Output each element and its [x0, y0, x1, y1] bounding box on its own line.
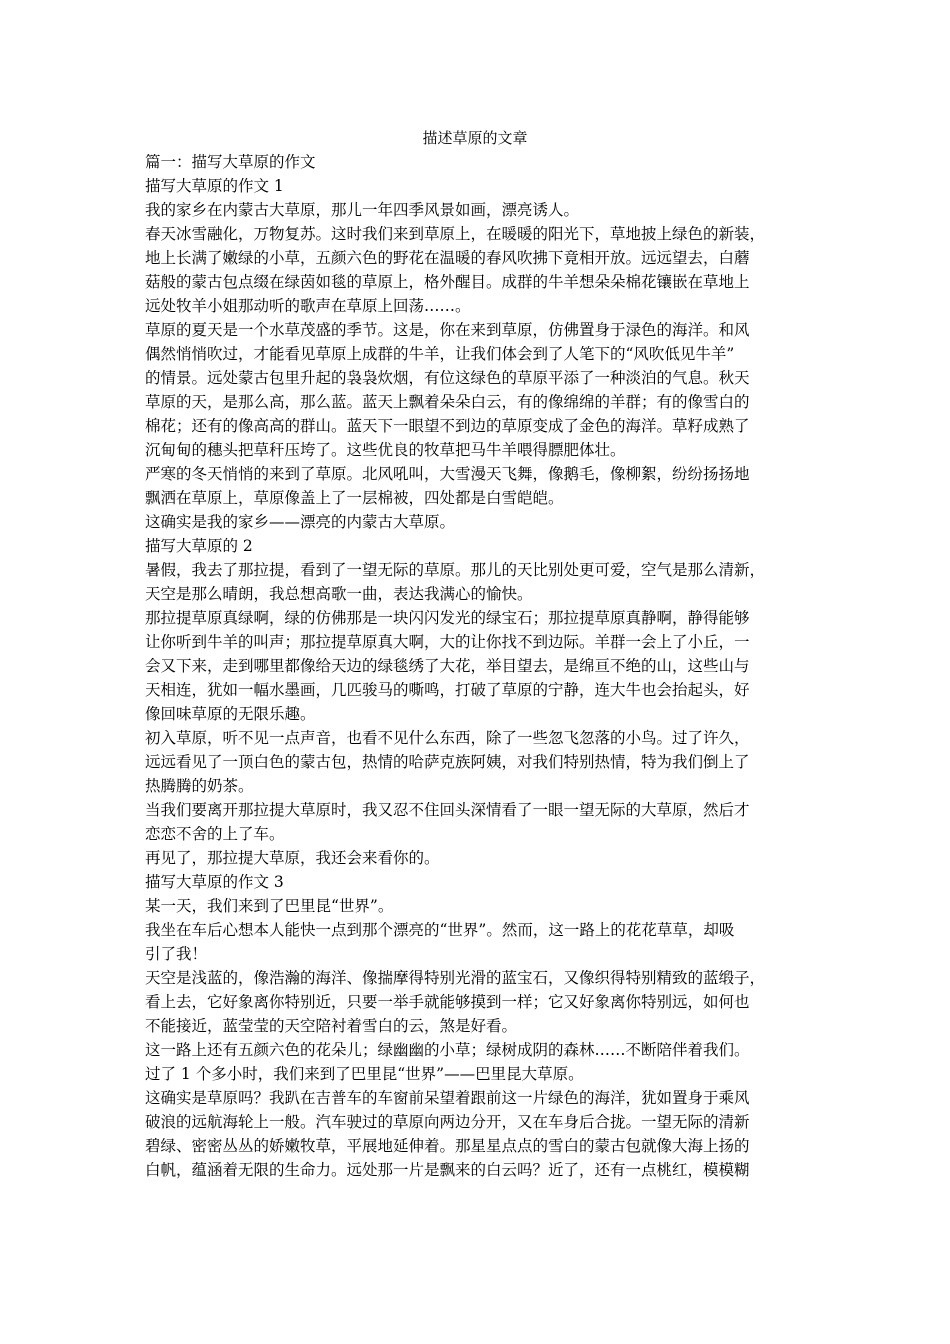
text-line: 当我们要离开那拉提大草原时，我又忍不住回头深情看了一眼一望无际的大草原，然后才 — [145, 801, 750, 819]
text-line: 飘洒在草原上，草原像盖上了一层棉被，四处都是白雪皑皑。 — [145, 489, 564, 507]
text-line: 春天冰雪融化，万物复苏。这时我们来到草原上，在暖暖的阳光下，草地披上绿色的新装， — [145, 225, 766, 243]
text-line: 我坐在车后心想本人能快一点到那个漂亮的“世界”。然而，这一路上的花花草草，却吸 — [145, 921, 735, 939]
text-line: 不能接近，蓝莹莹的天空陪衬着雪白的云，煞是好看。 — [145, 1017, 518, 1035]
text-line: 草原的夏天是一个水草茂盛的季节。这是，你在来到草原，仿佛置身于渌色的海洋。和风 — [145, 321, 750, 339]
text-line: 白帆，蕴涵着无限的生命力。远处那一片是飘来的白云吗？近了，还有一点桃红，模模糊 — [145, 1161, 750, 1179]
text-line: 描写大草原的 2 — [145, 537, 253, 555]
text-line: 的情景。远处蒙古包里升起的袅袅炊烟，有位这绿色的草原平添了一种淡泊的气息。秋天 — [145, 369, 750, 387]
text-line: 碧绿、密密丛丛的娇嫩牧草，平展地延伸着。那星星点点的雪白的蒙古包就像大海上扬的 — [145, 1137, 750, 1155]
text-line: 地上长满了嫩绿的小草，五颜六色的野花在温暖的春风吹拂下竟相开放。远远望去，白蘑 — [145, 249, 750, 267]
text-line: 描写大草原的作文 1 — [145, 177, 284, 195]
text-line: 棉花；还有的像高高的群山。蓝天下一眼望不到边的草原变成了金色的海洋。草籽成熟了 — [145, 417, 750, 435]
text-line: 某一天，我们来到了巴里昆“世界”。 — [145, 897, 394, 915]
text-line: 让你听到牛羊的叫声；那拉提草原真大啊，大的让你找不到边际。羊群一会上了小丘，一 — [145, 633, 750, 651]
text-line: 沉甸甸的穗头把草秆压垮了。这些优良的牧草把马牛羊喂得膘肥体壮。 — [145, 441, 626, 459]
text-line: 偶然悄悄吹过，才能看见草原上成群的牛羊，让我们体会到了人笔下的“风吹低见牛羊” — [145, 345, 735, 363]
text-line: 菇般的蒙古包点缀在绿茵如毯的草原上，格外醒目。成群的牛羊想朵朵棉花镶嵌在草地上 — [145, 273, 750, 291]
document-body — [145, 150, 810, 1182]
text-line: 这确实是我的家乡——漂亮的内蒙古大草原。 — [145, 513, 456, 531]
text-line: 篇一：描写大草原的作文 — [145, 153, 316, 171]
text-line: 破浪的远航海轮上一般。汽车驶过的草原向两边分开，又在车身后合拢。一望无际的清新 — [145, 1113, 750, 1131]
text-line: 恋恋不舍的上了车。 — [145, 825, 285, 843]
text-line: 暑假，我去了那拉提，看到了一望无际的草原。那儿的天比别处更可爱，空气是那么清新， — [145, 561, 766, 579]
text-line: 引了我！ — [145, 945, 208, 963]
text-line: 初入草原，听不见一点声音，也看不见什么东西，除了一些忽飞忽落的小鸟。过了许久， — [145, 729, 750, 747]
text-line: 远处牧羊小姐那动听的歌声在草原上回荡……。 — [145, 297, 471, 315]
text-line: 像回味草原的无限乐趣。 — [145, 705, 316, 723]
text-line: 我的家乡在内蒙古大草原，那儿一年四季风景如画，漂亮诱人。 — [145, 201, 580, 219]
text-line: 天空是那么晴朗，我总想高歌一曲，表达我满心的愉快。 — [145, 585, 533, 603]
text-line: 那拉提草原真绿啊，绿的仿佛那是一块闪闪发光的绿宝石；那拉提草原真静啊，静得能够 — [145, 609, 750, 627]
document-title: 描述草原的文章 — [422, 129, 528, 147]
text-line: 草原的天，是那么高，那么蓝。蓝天上飘着朵朵白云，有的像绵绵的羊群；有的像雪白的 — [145, 393, 750, 411]
text-line: 这一路上还有五颜六色的花朵儿；绿幽幽的小草；绿树成阴的森林……不断陪伴着我们。 — [145, 1041, 750, 1059]
text-line: 看上去，它好象离你特别近，只要一举手就能够摸到一样；它又好象离你特别远，如何也 — [145, 993, 750, 1011]
text-line: 过了 1 个多小时，我们来到了巴里昆“世界”——巴里昆大草原。 — [145, 1065, 584, 1083]
text-line: 会又下来，走到哪里都像给天边的绿毯绣了大花，举目望去，是绵亘不绝的山，这些山与 — [145, 657, 750, 675]
text-line: 严寒的冬天悄悄的来到了草原。北风吼叫，大雪漫天飞舞，像鹅毛，像柳絮，纷纷扬扬地 — [145, 465, 750, 483]
text-line: 这确实是草原吗？我趴在吉普车的车窗前呆望着跟前这一片绿色的海洋，犹如置身于乘风 — [145, 1089, 750, 1107]
text-line: 再见了，那拉提大草原，我还会来看你的。 — [145, 849, 440, 867]
text-line: 热腾腾的奶茶。 — [145, 777, 254, 795]
text-line: 远远看见了一顶白色的蒙古包，热情的哈萨克族阿姨，对我们特别热情，特为我们倒上了 — [145, 753, 750, 771]
text-line: 天相连，犹如一幅水墨画，几匹骏马的嘶鸣，打破了草原的宁静，连大牛也会抬起头，好 — [145, 681, 750, 699]
text-line: 天空是浅蓝的，像浩瀚的海洋、像揣摩得特别光滑的蓝宝石，又像织得特别精致的蓝缎子， — [145, 969, 766, 987]
text-line: 描写大草原的作文 3 — [145, 873, 284, 891]
